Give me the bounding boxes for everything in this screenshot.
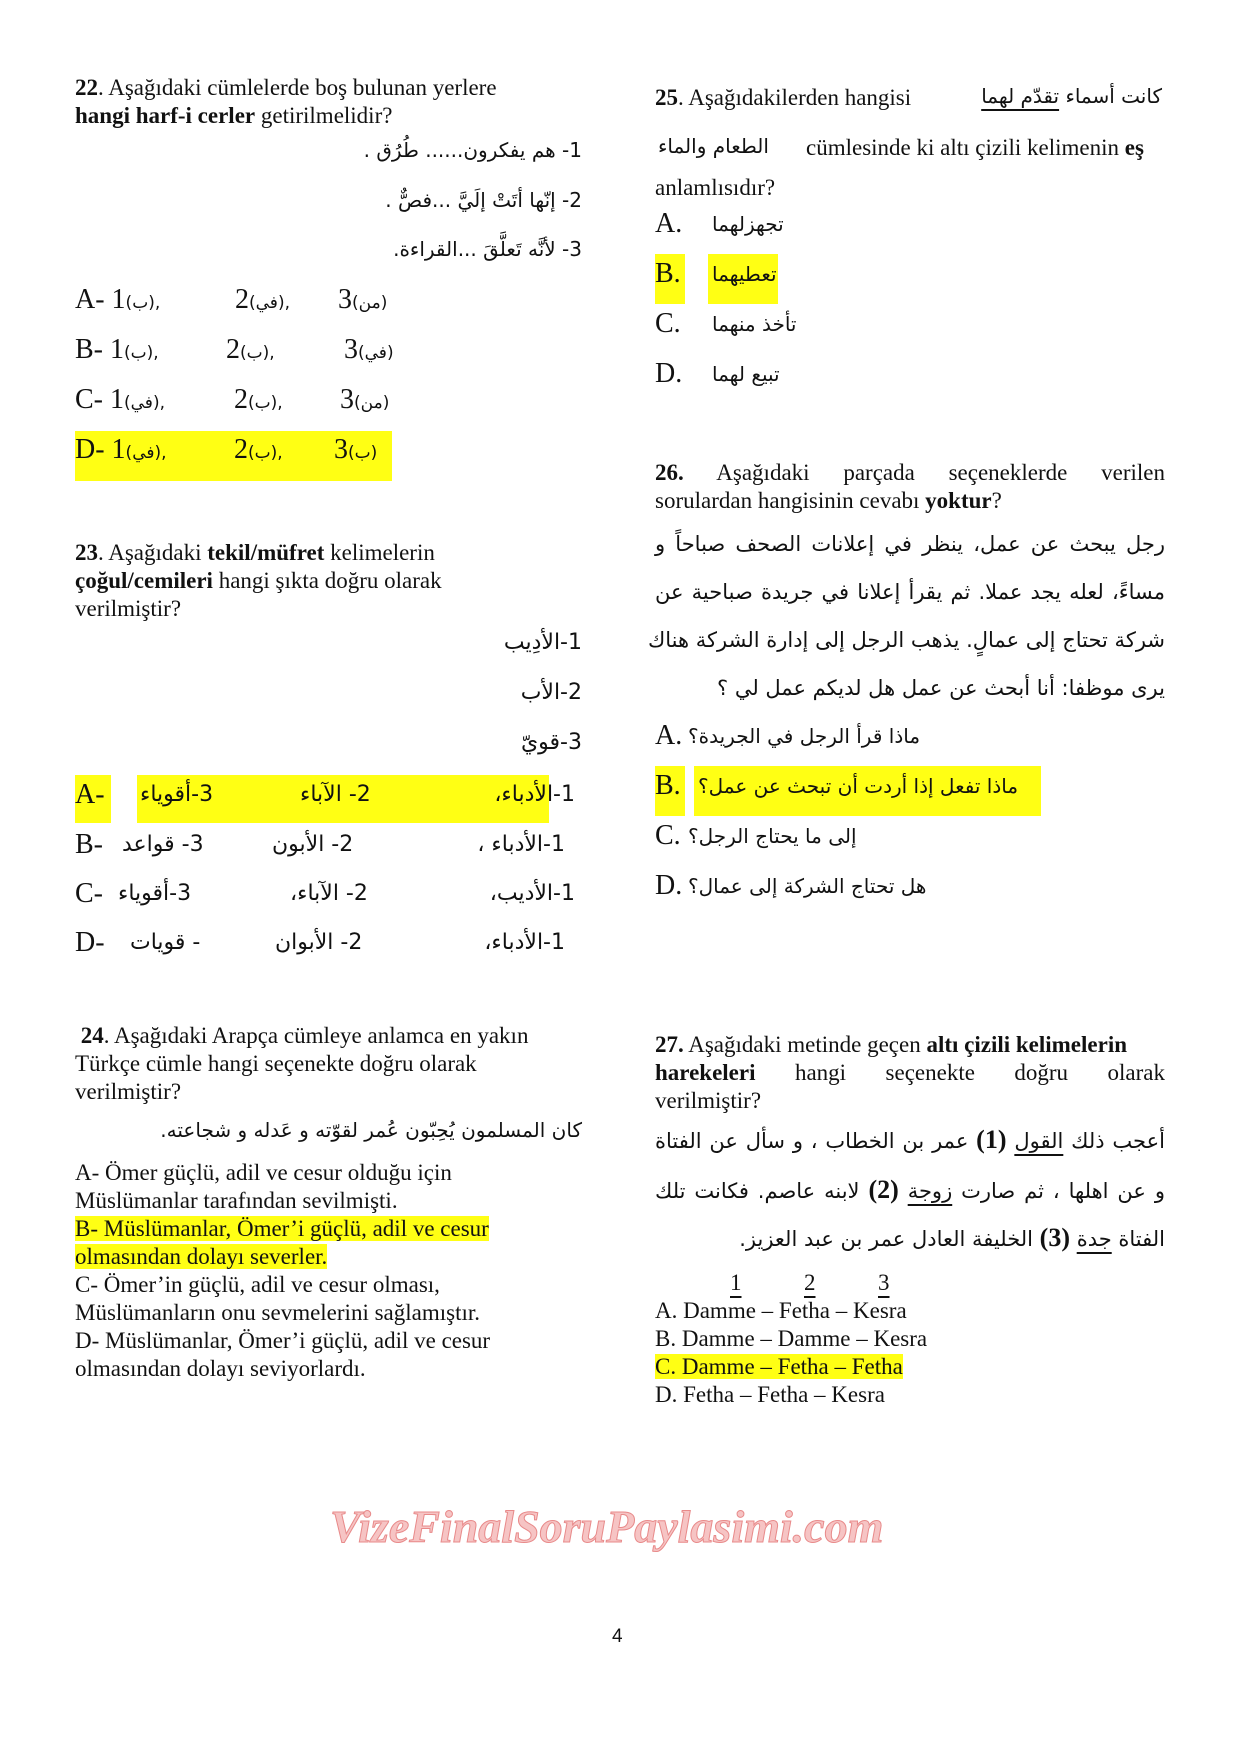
q22-item-3: 3- لأنَّه تَعلَّقَ ...القراءة. bbox=[393, 237, 582, 261]
watermark: VizeFinalSoruPaylasimi.com bbox=[330, 1501, 884, 1552]
q23-option-d[interactable]: D- bbox=[75, 927, 105, 958]
column-1: 1 bbox=[730, 1270, 742, 1295]
q22-option-b[interactable]: B- 1(ب), bbox=[75, 334, 159, 365]
underlined-phrase: تقدّم لهما bbox=[981, 84, 1060, 108]
q24-arabic-sentence: كان المسلمون يُحِبّون عُمر لقوّته و عَدله و شجاعته. bbox=[160, 1118, 582, 1142]
q24-option-b[interactable]: B- Müslümanlar, Ömer’i güçlü, adil ve cesur olmasından dolayı severler. bbox=[75, 1216, 489, 1269]
page-number: 4 bbox=[612, 1626, 623, 1647]
q25-option-a[interactable]: A. bbox=[655, 208, 683, 239]
q25-prompt-line3: anlamlısıdır? bbox=[655, 175, 776, 200]
q26-option-b[interactable]: B. bbox=[655, 770, 681, 801]
q22-option-d-3: 3(ب) bbox=[334, 434, 378, 465]
column-2: 2 bbox=[804, 1270, 816, 1295]
question-22-prompt bbox=[75, 74, 585, 130]
q26-option-c-text: إلى ما يحتاج الرجل؟ bbox=[688, 824, 857, 848]
question-number: 22 bbox=[75, 75, 98, 100]
q26-option-a[interactable]: A. bbox=[655, 720, 683, 751]
q25-option-c-text: تأخذ منهما bbox=[712, 312, 797, 336]
q22-item-2: 2- إنّها أتَتْ إلَيَّ ...فصٌّ . bbox=[385, 188, 582, 212]
q23-option-b-3: 3- قواعد bbox=[122, 832, 204, 857]
q27-option-d[interactable]: D. Fetha – Fetha – Kesra bbox=[655, 1382, 885, 1407]
q25-arabic-part1: كانت أسماء تقدّم لهما bbox=[981, 84, 1162, 108]
q26-option-d[interactable]: D. bbox=[655, 870, 683, 901]
question-23-prompt: 23. Aşağıdaki tekil/müfret kelimelerin çoğul/cemileri hangi şıkta doğru olarak verilmiştir? bbox=[75, 540, 442, 621]
q27-option-c[interactable]: C. Damme – Fetha – Fetha bbox=[655, 1354, 903, 1379]
q23-option-a-2: 2- الآباء bbox=[300, 782, 371, 807]
q25-option-d[interactable]: D. bbox=[655, 358, 683, 389]
question-26-prompt: 26. Aşağıdaki parçada seçeneklerde verilen sorulardan hangisinin cevabı yoktur? bbox=[655, 460, 1166, 513]
q22-option-c[interactable]: C- 1(في), bbox=[75, 384, 165, 415]
q27-line-2: و عن اهلها ، ثم صارت زوجة (2) لابنه عاصم. فكانت تلك bbox=[655, 1175, 1165, 1204]
q23-option-b[interactable]: B- bbox=[75, 829, 103, 860]
q23-option-c-3: 3-أقوياء bbox=[118, 881, 192, 906]
q26-option-d-text: هل تحتاج الشركة إلى عمال؟ bbox=[688, 874, 927, 898]
q24-option-c[interactable]: C- Ömer’in güçlü, adil ve cesur olması, Müslümanların onu sevmelerini sağlamıştır. bbox=[75, 1272, 480, 1325]
question-24-prompt: 24. Aşağıdaki Arapça cümleye anlamca en yakın Türkçe cümle hangi seçenekte doğru olarak verilmiştir? bbox=[75, 1023, 529, 1104]
q24-option-d[interactable]: D- Müslümanlar, Ömer’i güçlü, adil ve cesur olmasından dolayı seviyorlardı. bbox=[75, 1328, 491, 1381]
prompt-text: getirilmelidir? bbox=[255, 103, 393, 128]
q26-passage: رجل يبحث عن عمل، ينظر في إعلانات الصحف صباحاً و مساءً، لعله يجد عملا. ثم يقرأ إعلانا في جريدة صباحية عن شركة تحتاج إلى عمالٍ. يذهب الرجل إلى إدارة الشركة هناك يرى موظفا: أنا أبحث عن عمل هل لديكم عمل لي ؟ bbox=[647, 532, 1165, 700]
q23-option-b-2: 2- الأبون bbox=[272, 832, 354, 857]
q25-prompt-line2: cümlesinde ki altı çizili kelimenin eş bbox=[806, 135, 1144, 160]
q22-option-a-3: 3(من) bbox=[338, 284, 388, 315]
q22-option-c-2: 2(ب), bbox=[234, 384, 283, 415]
q23-option-b-1: 1-الأدباء ، bbox=[477, 832, 565, 857]
q23-item-3: 3-قويّ bbox=[520, 730, 582, 755]
q25-option-d-text: تبيع لهما bbox=[712, 362, 780, 386]
q23-option-c-2: 2- الآباء، bbox=[290, 881, 368, 906]
q22-option-b-2: 2(ب), bbox=[226, 334, 275, 365]
q22-option-a-2: 2(في), bbox=[235, 284, 290, 315]
q23-option-c-1: 1-الأديب، bbox=[489, 881, 575, 906]
q23-option-d-3: - قويات bbox=[130, 930, 201, 955]
q22-item-1: 1- هم يفكرون...... طُرُق . bbox=[363, 138, 582, 162]
q23-item-1: 1-الأدِيب bbox=[503, 630, 582, 655]
q23-option-a[interactable]: A- bbox=[75, 779, 105, 810]
q27-option-b[interactable]: B. Damme – Damme – Kesra bbox=[655, 1326, 928, 1351]
q27-line-3: الفتاة جدة (3) الخليفة العادل عمر بن عبد العزيز. bbox=[739, 1223, 1165, 1252]
q26-option-c[interactable]: C. bbox=[655, 820, 681, 851]
q22-option-b-3: 3(في) bbox=[344, 334, 394, 365]
q24-options bbox=[75, 1159, 585, 1383]
q27-options bbox=[655, 1297, 927, 1409]
q27-line-1: أعجب ذلك القول (1) عمر بن الخطاب ، و سأل عن الفتاة bbox=[655, 1125, 1165, 1154]
q22-option-d[interactable]: D- 1(في), bbox=[75, 434, 167, 465]
q23-item-2: 2-الأب bbox=[520, 680, 582, 705]
q22-option-a[interactable]: A- 1(ب), bbox=[75, 284, 161, 315]
q23-option-a-1: 1-الأدباء، bbox=[494, 782, 575, 807]
question-25-prompt: 25. Aşağıdakilerden hangisi bbox=[655, 85, 912, 110]
q25-option-a-text: تجهزلهما bbox=[712, 212, 784, 236]
q25-option-b-text: تعطيهما bbox=[712, 262, 777, 286]
q26-option-b-text: ماذا تفعل إذا أردت أن تبحث عن عمل؟ bbox=[698, 774, 1019, 798]
prompt-text: . Aşağıdaki cümlelerde boş bulunan yerlere bbox=[98, 75, 497, 100]
q25-arabic-part2: الطعام والماء bbox=[658, 134, 769, 158]
q23-option-d-1: 1-الأدباء، bbox=[484, 930, 565, 955]
q26-option-a-text: ماذا قرأ الرجل في الجريدة؟ bbox=[688, 724, 921, 748]
q25-option-c[interactable]: C. bbox=[655, 308, 681, 339]
column-3: 3 bbox=[878, 1270, 890, 1295]
q23-option-d-2: 2- الأبوان bbox=[275, 930, 363, 955]
prompt-bold: hangi harf-i cerler bbox=[75, 103, 256, 128]
q25-option-b[interactable]: B. bbox=[655, 258, 681, 289]
q27-option-a[interactable]: A. Damme – Fetha – Kesra bbox=[655, 1298, 907, 1323]
question-27-prompt: 27. Aşağıdaki metinde geçen altı çizili kelimelerin harekeleri hangi seçenekte doğru olarak verilmiştir? bbox=[655, 1032, 1165, 1113]
q22-option-d-2: 2(ب), bbox=[234, 434, 283, 465]
q24-option-a[interactable]: A- Ömer güçlü, adil ve cesur olduğu için Müslümanlar tarafından sevilmişti. bbox=[75, 1160, 452, 1213]
q22-option-c-3: 3(من) bbox=[340, 384, 390, 415]
q23-option-a-3: 3-أقوياء bbox=[140, 782, 214, 807]
q23-option-c[interactable]: C- bbox=[75, 878, 103, 909]
